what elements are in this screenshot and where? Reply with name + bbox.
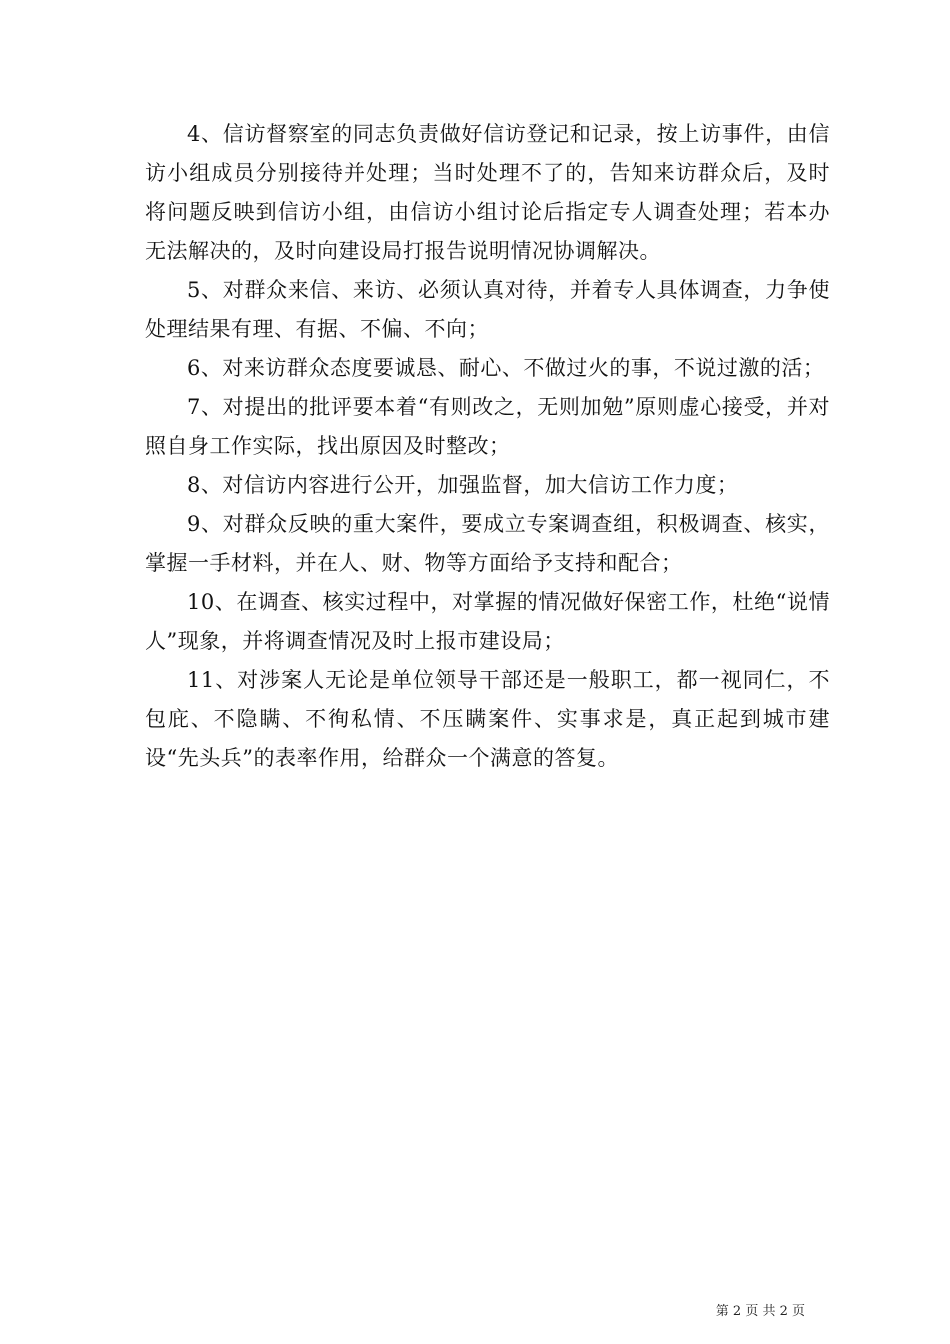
paragraph-item-11: 11、对涉案人无论是单位领导干部还是一般职工，都一视同仁，不包庇、不隐瞒、不徇私情、不压瞒案件、实事求是，真正起到城市建设“先头兵”的表率作用，给群众一个满意的答复。 [145,668,830,770]
document-body [145,115,830,778]
paragraph-item-9: 9、对群众反映的重大案件，要成立专案调查组，积极调查、核实，掌握一手材料，并在人、财、物等方面给予支持和配合； [145,512,830,575]
paragraph-item-8: 8、对信访内容进行公开，加强监督，加大信访工作力度； [187,473,739,497]
paragraph-item-6: 6、对来访群众态度要诚恳、耐心、不做过火的事，不说过激的活； [187,356,825,380]
paragraph-item-5: 5、对群众来信、来访、必须认真对待，并着专人具体调查，力争使处理结果有理、有据、不偏、不向； [145,278,830,341]
paragraph-item-10: 10、在调查、核实过程中，对掌握的情况做好保密工作，杜绝“说情人”现象，并将调查情况及时上报市建设局； [145,590,830,653]
page-number-footer: 第 2 页 共 2 页 [715,1304,805,1319]
paragraph-item-4: 4、信访督察室的同志负责做好信访登记和记录，按上访事件，由信访小组成员分别接待并处理；当时处理不了的，告知来访群众后，及时将问题反映到信访小组，由信访小组讨论后指定专人调查处理；若本办无法解决的，及时向建设局打报告说明情况协调解决。 [145,122,830,263]
paragraph-item-7: 7、对提出的批评要本着“有则改之，无则加勉”原则虚心接受，并对照自身工作实际，找出原因及时整改； [145,395,830,458]
